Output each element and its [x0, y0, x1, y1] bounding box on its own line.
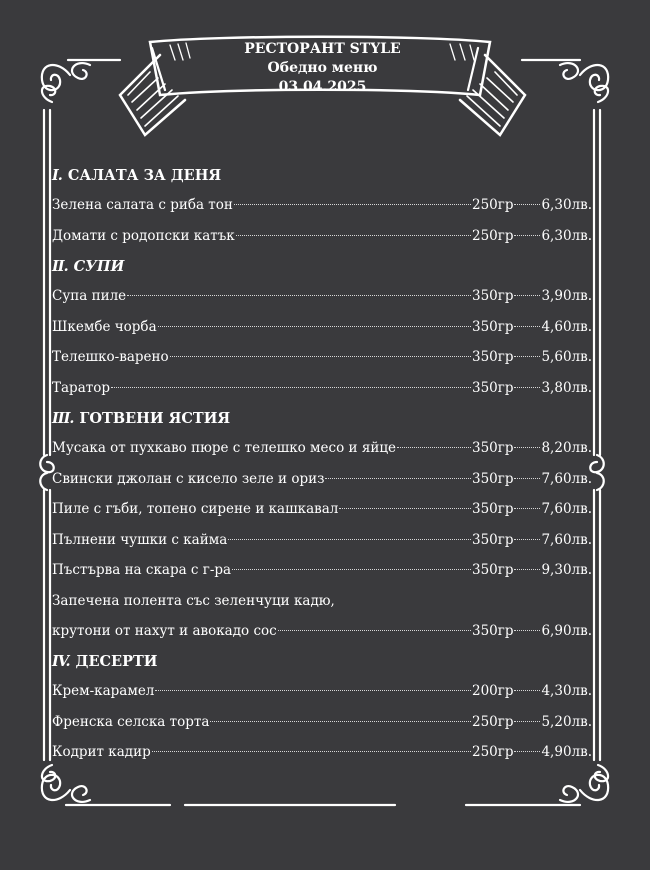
section-number: II.	[52, 258, 68, 275]
menu-item	[52, 464, 592, 495]
menu-item	[52, 616, 592, 647]
item-qty: 350гр	[471, 318, 514, 335]
item-price: 4,60лв.	[541, 318, 592, 335]
item-qty: 350гр	[471, 531, 514, 548]
section-number: I.	[52, 167, 62, 184]
item-name: крутони от нахут и авокадо сос	[52, 622, 277, 639]
item-name: Крем-карамел	[52, 683, 155, 699]
item-qty: 350гр	[471, 622, 514, 639]
item-qty: 350гр	[471, 288, 514, 304]
item-price: 7,60лв.	[541, 501, 592, 517]
menu-item	[52, 342, 592, 373]
item-price: 6,30лв.	[541, 197, 592, 213]
item-price: 4,30лв.	[541, 683, 592, 699]
item-price: 6,30лв.	[541, 227, 592, 244]
item-qty: 250гр	[471, 197, 514, 213]
section-heading-salads	[52, 160, 592, 190]
menu-item-line1: Запечена полента със зеленчуци кадю,	[52, 592, 335, 609]
item-qty: 200гр	[471, 683, 514, 699]
menu-item	[52, 433, 592, 464]
item-name: Пъстърва на скара с г-ра	[52, 562, 232, 578]
item-qty: 350гр	[471, 440, 514, 456]
item-qty: 350гр	[471, 501, 514, 517]
section-heading-desserts	[52, 646, 592, 676]
item-price: 4,90лв.	[541, 744, 592, 760]
section-number: III.	[52, 410, 74, 427]
section-heading-soups	[52, 251, 592, 281]
section-heading-main-dishes	[52, 403, 592, 433]
section-number: IV.	[52, 653, 70, 670]
menu-item	[52, 281, 592, 312]
menu-subtitle: Обедно меню	[267, 60, 378, 76]
item-price: 7,60лв.	[541, 531, 592, 548]
item-name: Свински джолан с кисело зеле и ориз	[52, 470, 325, 487]
item-qty: 250гр	[471, 744, 514, 760]
menu-item	[52, 676, 592, 707]
item-price: 8,20лв.	[541, 440, 592, 456]
item-price: 3,90лв.	[541, 288, 592, 304]
item-qty: 350гр	[471, 470, 514, 487]
menu-item	[52, 221, 592, 252]
item-name: Шкембе чорба	[52, 318, 157, 335]
menu-item	[52, 555, 592, 586]
menu-banner	[185, 40, 460, 97]
item-name: Пълнени чушки с кайма	[52, 531, 228, 548]
item-name: Таратор	[52, 379, 110, 396]
section-title: САЛАТА ЗА ДЕНЯ	[67, 167, 222, 184]
item-name: Супа пиле	[52, 288, 127, 304]
item-price: 3,80лв.	[541, 379, 592, 396]
menu-item	[52, 737, 592, 768]
item-qty: 350гр	[471, 349, 514, 365]
restaurant-name: РЕСТОРАНТ STYLE	[244, 41, 401, 57]
section-title: ДЕСЕРТИ	[75, 653, 158, 670]
item-price: 5,60лв.	[541, 349, 592, 365]
item-name: Кодрит кадир	[52, 744, 151, 760]
menu-item	[52, 312, 592, 343]
item-price: 9,30лв.	[541, 562, 592, 578]
item-qty: 350гр	[471, 562, 514, 578]
item-name: Телешко-варено	[52, 349, 169, 365]
menu-item	[52, 525, 592, 556]
item-name: Френска селска торта	[52, 713, 210, 730]
item-price: 7,60лв.	[541, 470, 592, 487]
item-qty: 250гр	[471, 227, 514, 244]
item-name: Зелена салата с риба тон	[52, 197, 233, 213]
menu-item	[52, 190, 592, 221]
menu-item	[52, 494, 592, 525]
item-name: Домати с родопски катък	[52, 227, 235, 244]
section-title: СУПИ	[73, 258, 125, 275]
section-title: ГОТВЕНИ ЯСТИЯ	[79, 410, 231, 427]
item-name: Мусака от пухкаво пюре с телешко месо и яйце	[52, 440, 396, 456]
item-qty: 350гр	[471, 379, 514, 396]
menu-list	[52, 160, 592, 768]
menu-item	[52, 373, 592, 404]
menu-date: 03.04.2025	[278, 79, 367, 95]
item-price: 6,90лв.	[541, 622, 592, 639]
item-name: Пиле с гъби, топено сирене и кашкавал	[52, 501, 339, 517]
item-qty: 250гр	[471, 713, 514, 730]
item-price: 5,20лв.	[541, 713, 592, 730]
menu-item	[52, 707, 592, 738]
